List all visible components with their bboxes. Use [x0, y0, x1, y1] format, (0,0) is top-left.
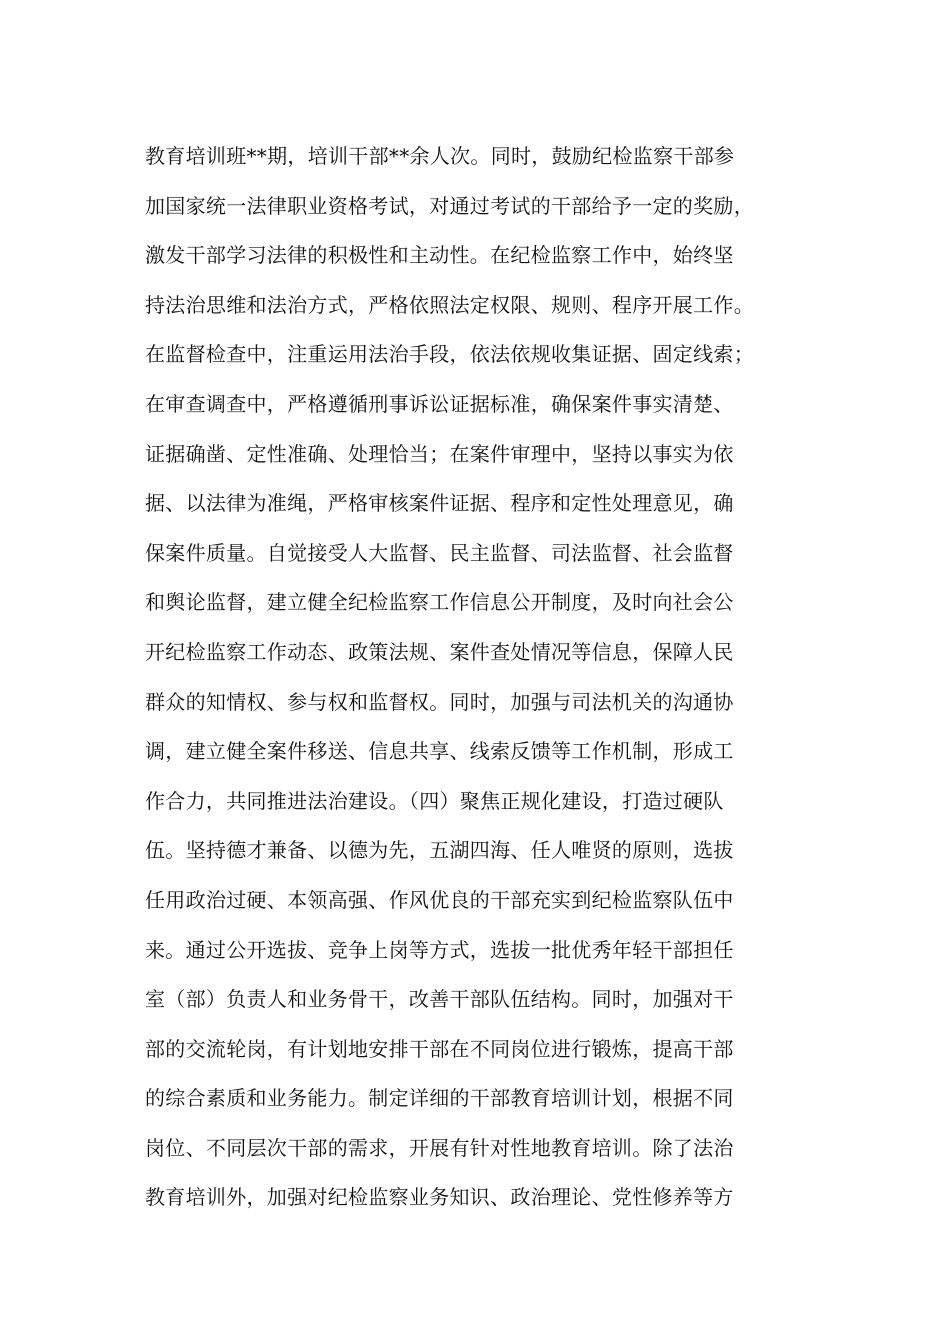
text-line-21: 岗位、不同层次干部的需求，开展有针对性地教育培训。除了法治	[145, 1135, 734, 1160]
text-line-15: 伍。坚持德才兼备、以德为先，五湖四海、任人唯贤的原则，选拔	[145, 838, 734, 863]
text-line-16: 任用政治过硬、本领高强、作风优良的干部充实到纪检监察队伍中	[145, 887, 734, 912]
text-line-7: 证据确凿、定性准确、处理恰当；在案件审理中，坚持以事实为依	[145, 441, 734, 466]
text-line-18: 室（部）负责人和业务骨干，改善干部队伍结构。同时，加强对干	[145, 987, 734, 1012]
text-line-1: 教育培训班**期，培训干部**余人次。同时，鼓励纪检监察干部参	[145, 144, 735, 168]
text-line-14: 作合力，共同推进法治建设。（四）聚焦正规化建设，打造过硬队	[145, 788, 724, 813]
body-text	[145, 132, 815, 1223]
text-line-12: 群众的知情权、参与权和监督权。同时，加强与司法机关的沟通协	[145, 689, 734, 714]
text-line-10: 和舆论监督，建立健全纪检监察工作信息公开制度，及时向社会公	[145, 590, 734, 615]
text-line-17: 来。通过公开选拔、竞争上岗等方式，选拔一批优秀年轻干部担任	[145, 937, 734, 962]
text-line-8: 据、以法律为准绳，严格审核案件证据、程序和定性处理意见，确	[145, 491, 734, 516]
text-line-13: 调，建立健全案件移送、信息共享、线索反馈等工作机制，形成工	[145, 739, 734, 764]
text-line-3: 激发干部学习法律的积极性和主动性。在纪检监察工作中，始终坚	[145, 243, 734, 268]
text-line-22: 教育培训外，加强对纪检监察业务知识、政治理论、党性修养等方	[145, 1185, 734, 1210]
text-line-20: 的综合素质和业务能力。制定详细的干部教育培训计划，根据不同	[145, 1086, 734, 1111]
text-line-9: 保案件质量。自觉接受人大监督、民主监督、司法监督、社会监督	[145, 540, 734, 565]
text-line-5: 在监督检查中，注重运用法治手段，依法依规收集证据、固定线索；	[145, 342, 754, 367]
text-line-4: 持法治思维和法治方式，严格依照法定权限、规则、程序开展工作。	[145, 292, 754, 317]
text-line-11: 开纪检监察工作动态、政策法规、案件查处情况等信息，保障人民	[145, 639, 734, 664]
text-line-2: 加国家统一法律职业资格考试，对通过考试的干部给予一定的奖励，	[145, 193, 754, 218]
text-line-6: 在审查调查中，严格遵循刑事诉讼证据标准，确保案件事实清楚、	[145, 391, 734, 416]
text-line-19: 部的交流轮岗，有计划地安排干部在不同岗位进行锻炼，提高干部	[145, 1036, 734, 1061]
